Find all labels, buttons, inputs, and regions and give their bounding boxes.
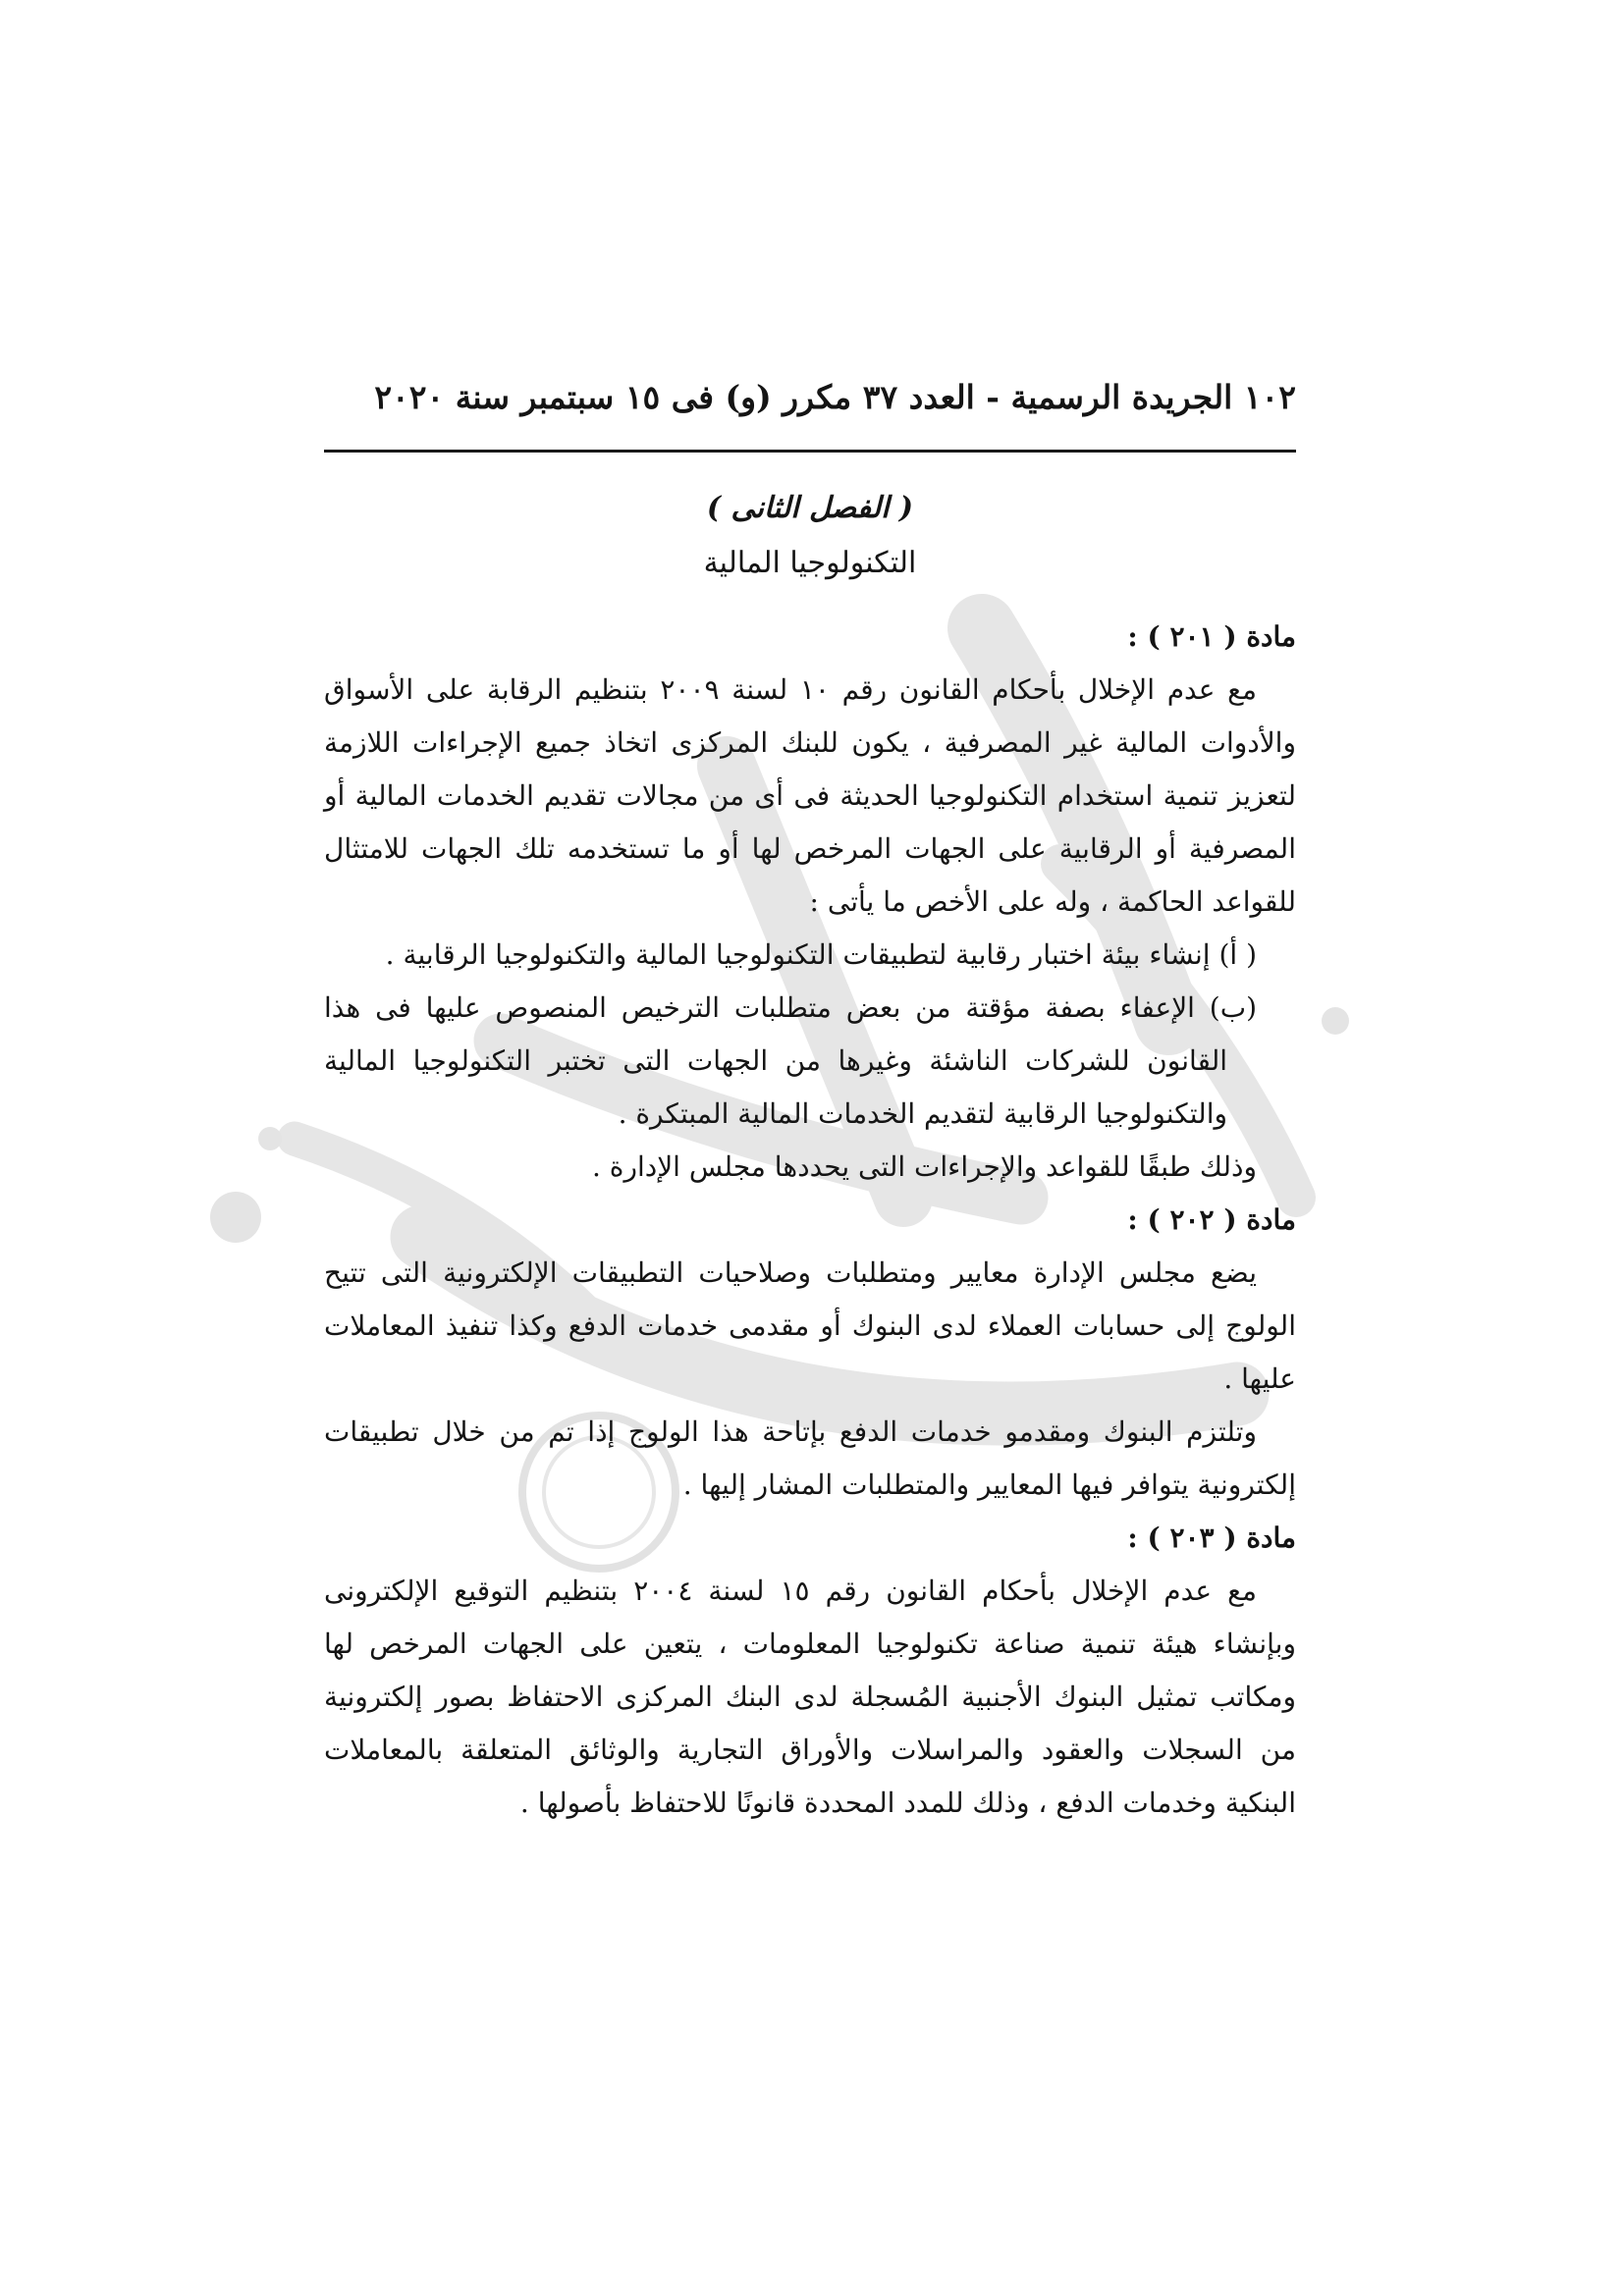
article-heading: مادة ( ٢٠١ ) : [1127,620,1296,653]
chapter-subtitle: التكنولوجيا المالية [703,546,917,580]
article-paragraph: وتلتزم البنوك ومقدمو خدمات الدفع بإتاحة هذا الولوج إذا تم من خلال تطبيقات إلكترونية يتوافر فيها المعايير والمتطلبات المشار إليها . [324,1415,1296,1501]
document-body [324,611,1296,1830]
article-paragraph: مع عدم الإخلال بأحكام القانون رقم ١٠ لسنة ٢٠٠٩ بتنظيم الرقابة على الأسواق والأدوات المالية غير المصرفية ، يكون للبنك المركزى اتخاذ جميع الإجراءات اللازمة لتعزيز تنمية استخدام التكنولوجيا الحديثة فى أى من مجالات تقديم الخدمات المالية أو المصرفية أو الرقابية على الجهات المرخص لها أو ما تستخدمه تلك الجهات للامتثال للقواعد الحاكمة ، وله على الأخص ما يأتى : [324,673,1296,918]
article-heading: مادة ( ٢٠٢ ) : [1127,1203,1296,1236]
article-heading: مادة ( ٢٠٣ ) : [1127,1522,1296,1554]
page-header: ١٠٢ الجريدة الرسمية - العدد ٣٧ مكرر (و) فى ١٥ سبتمبر سنة ٢٠٢٠ [374,378,1296,416]
list-item: (ب) الإعفاء بصفة مؤقتة من بعض متطلبات الترخيص المنصوص عليها فى هذا القانون للشركات الناشئة وغيرها من الجهات التى تختبر التكنولوجيا المالية والتكنولوجيا الرقابية لتقديم الخدمات المالية المبتكرة . [324,991,1257,1130]
header-rule [324,450,1296,453]
article-paragraph: مع عدم الإخلال بأحكام القانون رقم ١٥ لسنة ٢٠٠٤ بتنظيم التوقيع الإلكترونى وبإنشاء هيئة تنمية صناعة تكنولوجيا المعلومات ، يتعين على الجهات المرخص لها ومكاتب تمثيل البنوك الأجنبية المُسجلة لدى البنك المركزى الاحتفاظ بصور إلكترونية من السجلات والعقود والمراسلات والأوراق التجارية والوثائق المتعلقة بالمعاملات البنكية وخدمات الدفع ، وذلك للمدد المحددة قانونًا للاحتفاظ بأصولها . [324,1575,1296,1819]
list-item: ( أ) إنشاء بيئة اختبار رقابية لتطبيقات التكنولوجيا المالية والتكنولوجيا الرقابية . [385,938,1257,971]
article-closing: وذلك طبقًا للقواعد والإجراءات التى يحددها مجلس الإدارة . [591,1150,1257,1183]
chapter-title: ( الفصل الثانى ) [706,491,914,525]
article-paragraph: يضع مجلس الإدارة معايير ومتطلبات وصلاحيات التطبيقات الإلكترونية التى تتيح الولوج إلى حسابات العملاء لدى البنوك أو مقدمى خدمات الدفع وكذا تنفيذ المعاملات عليها . [324,1256,1296,1395]
